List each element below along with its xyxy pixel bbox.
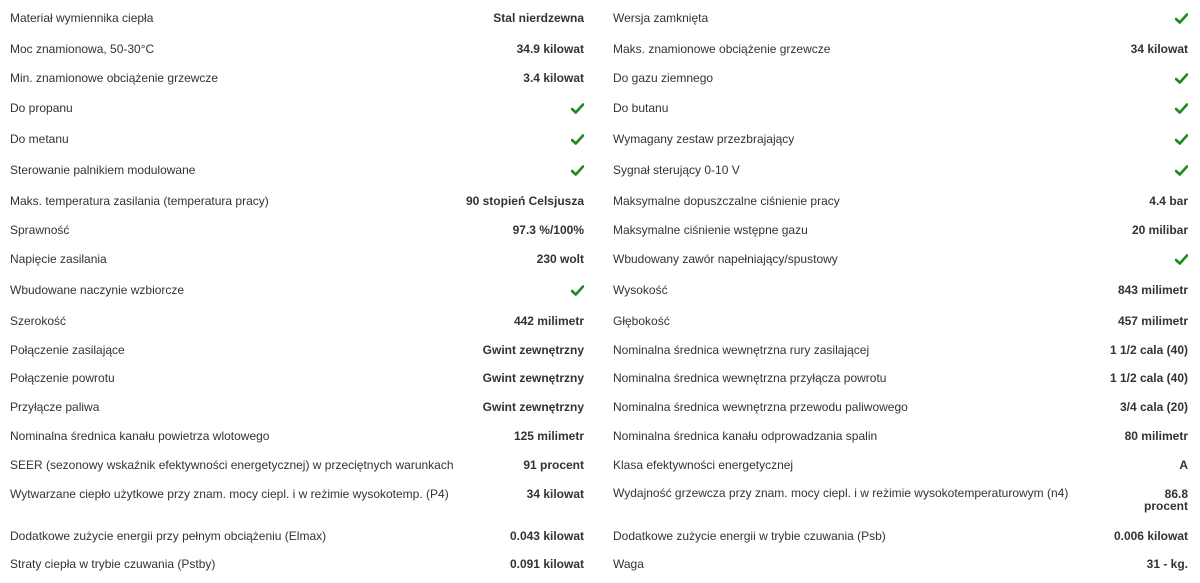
spec-value: 34 kilowat (526, 487, 584, 501)
spec-value: A (1179, 458, 1188, 472)
spec-label: Maksymalne ciśnienie wstępne gazu (613, 223, 808, 237)
spec-value: 457 milimetr (1117, 314, 1188, 328)
spec-value: 843 milimetr (1117, 283, 1188, 297)
check-icon (1174, 13, 1188, 25)
spec-label: Połączenie zasilające (10, 343, 125, 357)
spec-label: Wytwarzane ciepło użytkowe przy znam. mocy ciepl. i w reżimie wysokotemp. (P4) (10, 487, 449, 501)
spec-value: 125 milimetr (513, 429, 584, 443)
spec-label: Przyłącze paliwa (10, 400, 100, 414)
spec-row (613, 133, 1188, 146)
spec-row (10, 430, 584, 443)
spec-label: Materiał wymiennika ciepła (10, 11, 154, 25)
spec-value: 97.3 %/100% (512, 223, 584, 237)
spec-label: Połączenie powrotu (10, 371, 115, 385)
spec-label: Wysokość (613, 283, 668, 297)
spec-label: Maksymalne dopuszczalne ciśnienie pracy (613, 194, 840, 208)
spec-row (10, 488, 584, 501)
spec-value: 20 milibar (1131, 223, 1188, 237)
spec-value: 3/4 cala (20) (1119, 400, 1188, 414)
spec-value: 31 - kg. (1146, 557, 1188, 571)
spec-label: Dodatkowe zużycie energii w trybie czuwania (Psb) (613, 529, 886, 543)
spec-label: Maks. znamionowe obciążenie grzewcze (613, 42, 831, 56)
spec-row (613, 195, 1188, 208)
spec-label: Straty ciepła w trybie czuwania (Pstby) (10, 557, 216, 571)
spec-row (613, 372, 1188, 385)
spec-value: 4.4 bar (1149, 194, 1188, 208)
spec-row (10, 344, 584, 357)
spec-label: Klasa efektywności energetycznej (613, 458, 794, 472)
spec-label: Sygnał sterujący 0-10 V (613, 163, 740, 177)
spec-row (10, 558, 584, 571)
spec-label: Wymagany zestaw przezbrajający (613, 132, 795, 146)
check-icon (570, 165, 584, 177)
spec-row (10, 459, 584, 472)
spec-value: Gwint zewnętrzny (482, 371, 584, 385)
check-icon (1174, 254, 1188, 266)
check-icon (1174, 73, 1188, 85)
spec-label: Głębokość (613, 314, 670, 328)
spec-row (10, 102, 584, 115)
spec-value: 230 wolt (536, 252, 584, 266)
spec-value: 34.9 kilowat (516, 42, 584, 56)
spec-row (10, 12, 584, 25)
spec-label: Min. znamionowe obciążenie grzewcze (10, 71, 219, 85)
spec-label: SEER (sezonowy wskaźnik efektywności energetycznej) w przeciętnych warunkach (10, 458, 454, 472)
spec-row (613, 530, 1188, 543)
check-icon (1174, 134, 1188, 146)
spec-label: Do metanu (10, 132, 69, 146)
spec-row (10, 72, 584, 85)
spec-row (10, 284, 584, 297)
spec-label: Wbudowany zawór napełniający/spustowy (613, 252, 838, 266)
check-icon (1174, 103, 1188, 115)
spec-label: Sterowanie palnikiem modulowane (10, 163, 196, 177)
spec-label: Sprawność (10, 223, 70, 237)
check-icon (570, 285, 584, 297)
spec-row (613, 284, 1188, 297)
spec-value: 80 milimetr (1124, 429, 1188, 443)
spec-value: 1 1/2 cala (40) (1109, 371, 1188, 385)
spec-row (613, 488, 1188, 512)
spec-row (613, 253, 1188, 266)
check-icon (1174, 165, 1188, 177)
spec-label: Dodatkowe zużycie energii przy pełnym obciążeniu (Elmax) (10, 529, 327, 543)
spec-label: Moc znamionowa, 50-30°C (10, 42, 155, 56)
check-icon (570, 134, 584, 146)
spec-row (10, 372, 584, 385)
spec-value: 0.006 kilowat (1113, 529, 1188, 543)
spec-row (613, 459, 1188, 472)
spec-row (10, 315, 584, 328)
spec-row (613, 344, 1188, 357)
spec-value: 91 procent (523, 458, 584, 472)
spec-value: Gwint zewnętrzny (482, 400, 584, 414)
spec-value: 442 milimetr (513, 314, 584, 328)
spec-row (613, 401, 1188, 414)
spec-label: Nominalna średnica kanału powietrza wlotowego (10, 429, 270, 443)
check-icon (570, 103, 584, 115)
spec-label: Wbudowane naczynie wzbiorcze (10, 283, 185, 297)
spec-row (613, 224, 1188, 237)
spec-row (10, 164, 584, 177)
spec-value: Stal nierdzewna (493, 11, 584, 25)
spec-row (10, 530, 584, 543)
spec-label: Nominalna średnica wewnętrzna przewodu paliwowego (613, 400, 908, 414)
spec-value: 3.4 kilowat (523, 71, 584, 85)
spec-row (10, 195, 584, 208)
spec-label: Do propanu (10, 101, 73, 115)
spec-label: Nominalna średnica wewnętrzna przyłącza powrotu (613, 371, 887, 385)
spec-value: 90 stopień Celsjusza (465, 194, 584, 208)
spec-label: Nominalna średnica wewnętrzna rury zasilającej (613, 343, 870, 357)
spec-label: Wersja zamknięta (613, 11, 709, 25)
spec-label: Napięcie zasilania (10, 252, 107, 266)
spec-label: Do butanu (613, 101, 669, 115)
spec-row (10, 253, 584, 266)
spec-row (10, 401, 584, 414)
spec-value: 86.8 procent (1143, 487, 1188, 513)
spec-row (613, 164, 1188, 177)
spec-label: Szerokość (10, 314, 67, 328)
spec-row (613, 430, 1188, 443)
spec-value: 34 kilowat (1130, 42, 1188, 56)
spec-label: Maks. temperatura zasilania (temperatura pracy) (10, 194, 269, 208)
spec-row (10, 133, 584, 146)
spec-row (613, 43, 1188, 56)
spec-label: Do gazu ziemnego (613, 71, 714, 85)
spec-row (10, 224, 584, 237)
spec-value: 1 1/2 cala (40) (1109, 343, 1188, 357)
spec-value: 0.043 kilowat (509, 529, 584, 543)
spec-row (613, 315, 1188, 328)
spec-label: Waga (613, 557, 644, 571)
spec-label: Nominalna średnica kanału odprowadzania spalin (613, 429, 878, 443)
spec-row (613, 558, 1188, 571)
spec-row (613, 12, 1188, 25)
spec-value: Gwint zewnętrzny (482, 343, 584, 357)
spec-row (10, 43, 584, 56)
spec-row (613, 72, 1188, 85)
spec-row (613, 102, 1188, 115)
spec-label: Wydajność grzewcza przy znam. mocy ciepl. i w reżimie wysokotemperaturowym (n4) (613, 486, 1069, 500)
spec-value: 0.091 kilowat (509, 557, 584, 571)
